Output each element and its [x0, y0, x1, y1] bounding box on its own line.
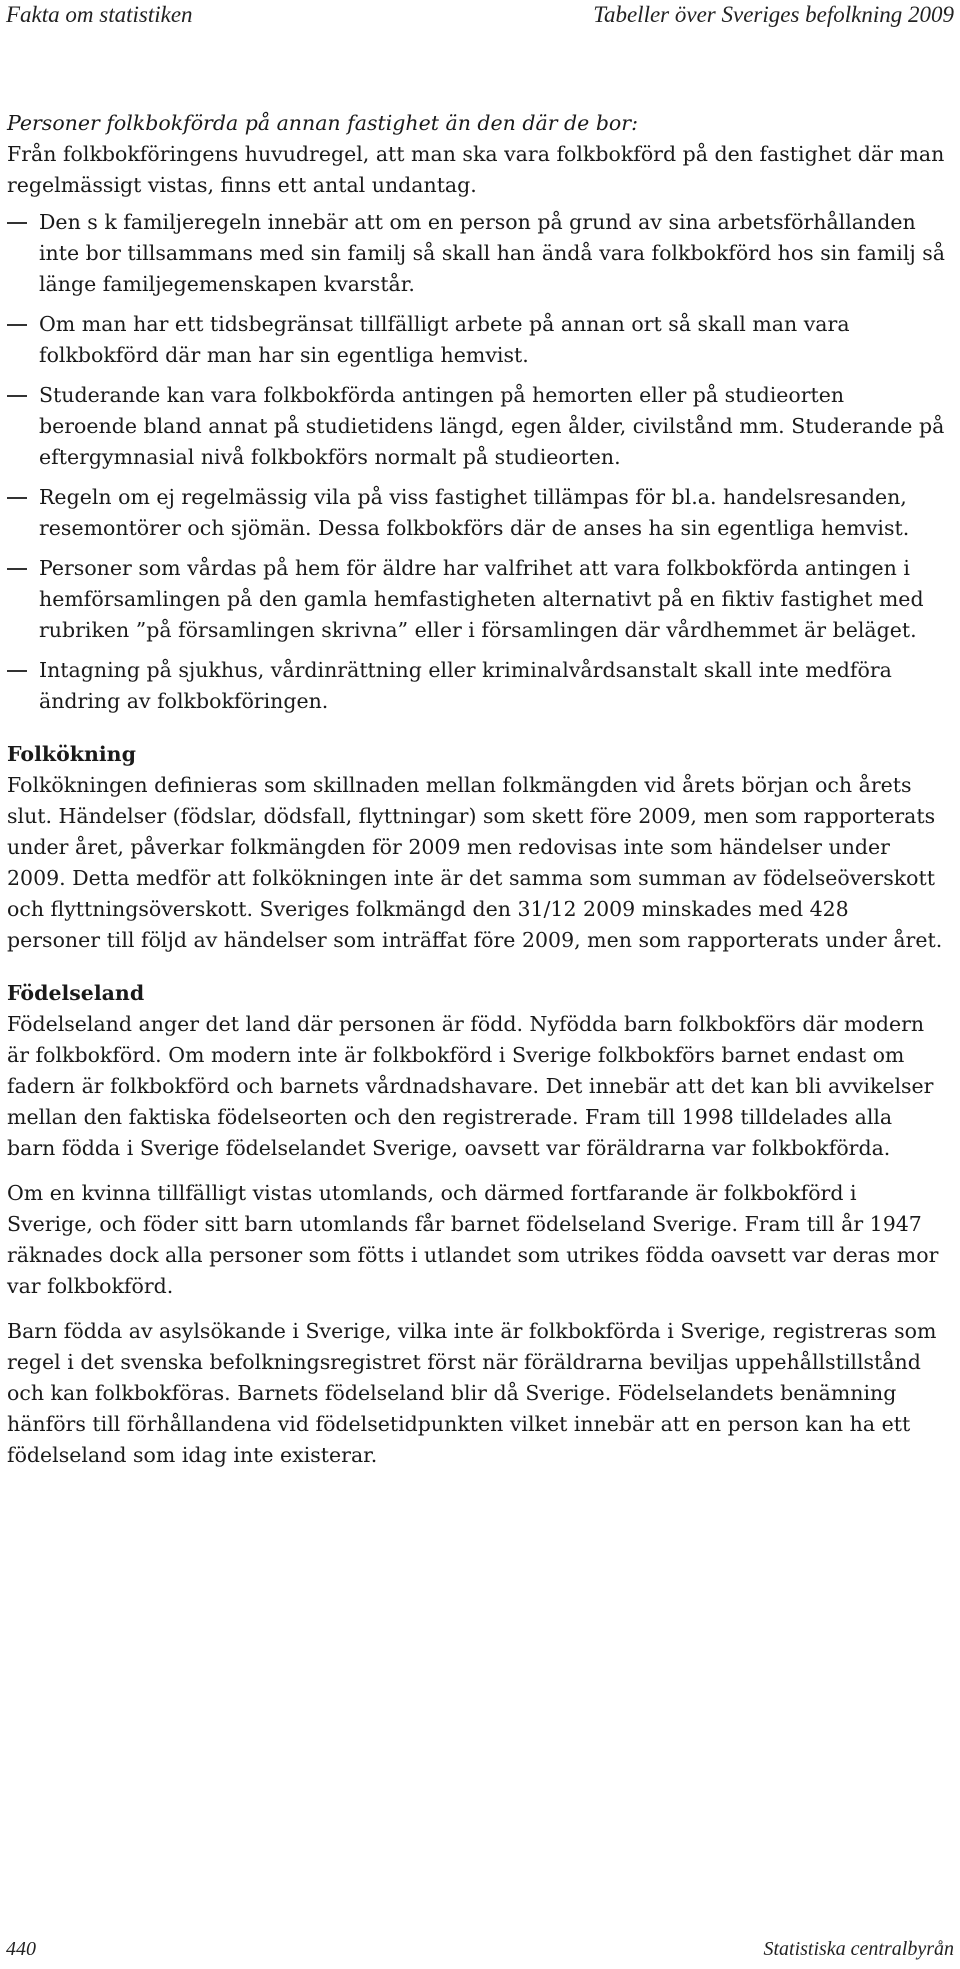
list-item [7, 482, 947, 544]
dash-marker [7, 568, 27, 570]
dash-marker [7, 670, 27, 672]
dash-marker [7, 222, 27, 224]
running-header [6, 2, 954, 30]
intro-text: Från folkbokföringens huvudregel, att man ska vara folkbokförd på den fastighet där man regelmässigt vistas, finns ett antal undantag. [7, 142, 945, 197]
exception-list [7, 207, 947, 717]
section-heading: Födelseland [7, 981, 145, 1005]
header-right: Tabeller över Sveriges befolkning 2009 [593, 2, 954, 27]
list-item [7, 655, 947, 717]
dash-marker [7, 395, 27, 397]
header-left: Fakta om statistiken [6, 2, 193, 27]
section-fodelseland [7, 978, 947, 1471]
section-paragraph: Om en kvinna tillfälligt vistas utomlands, och därmed fortfarande är folkbokförd i Sverige, och föder sitt barn utomlands får barnet födelseland Sverige. Fram till år 1947 räknades dock alla personer som fötts i utlandet som utrikes födda oavsett var deras mor var folkbokförd. [7, 1181, 939, 1298]
intro-title: Personer folkbokförda på annan fastighet än den där de bor: [7, 111, 638, 135]
list-item-text: Den s k familjeregeln innebär att om en person på grund av sina arbetsförhållanden inte bor tillsammans med sin familj så skall han ändå vara folkbokförd hos sin familj så länge familjegemenskapen kvarstår. [39, 210, 945, 296]
section-heading: Folkökning [7, 742, 136, 766]
list-item-text: Personer som vårdas på hem för äldre har valfrihet att vara folkbokförda antingen i hemförsamlingen på den gamla hemfastigheten alternativt på en fiktiv fastighet med rubriken ”på församlingen skrivna” eller i församlingen där vårdhemmet är beläget. [39, 556, 924, 642]
list-item [7, 309, 947, 371]
section-paragraph: Barn födda av asylsökande i Sverige, vilka inte är folkbokförda i Sverige, registreras som regel i det svenska befolkningsregistret först när föräldrarna beviljas uppehållstillstånd och kan folkbokföras. Barnets födelseland blir då Sverige. Födelselandets benämning hänförs till förhållandena vid födelsetidpunkten vilket innebär att en person kan ha ett födelseland som idag inte existerar. [7, 1319, 937, 1467]
list-item-text: Om man har ett tidsbegränsat tillfälligt arbete på annan ort så skall man vara folkbokförd där man har sin egentliga hemvist. [39, 312, 850, 367]
section-paragraph: Folkökningen definieras som skillnaden mellan folkmängden vid årets början och årets slut. Händelser (födslar, dödsfall, flyttningar) som skett före 2009, men som rapporterats under året, påverkar folkmängden för 2009 men redovisas inte som händelser under 2009. Detta medför att folkökningen inte är det samma som summan av födelseöverskott och flyttningsöverskott. Sveriges folkmängd den 31/12 2009 minskades med 428 personer till följd av händelser som inträffat före 2009, men som rapporterats under året. [7, 773, 943, 952]
section-folkokning [7, 739, 947, 956]
list-item [7, 553, 947, 646]
list-item-text: Studerande kan vara folkbokförda antingen på hemorten eller på studieorten beroende bland annat på studietidens längd, egen ålder, civilstånd mm. Studerande på eftergymnasial nivå folkbokförs normalt på studieorten. [39, 383, 945, 469]
list-item-text: Regeln om ej regelmässig vila på viss fastighet tillämpas för bl.a. handelsresanden, resemontörer och sjömän. Dessa folkbokförs där de anses ha sin egentliga hemvist. [39, 485, 910, 540]
section-paragraph: Födelseland anger det land där personen är född. Nyfödda barn folkbokförs där modern är folkbokförd. Om modern inte är folkbokförd i Sverige folkbokförs barnet endast om fadern är folkbokförd och barnets vårdnadshavare. Det innebär att det kan bli avvikelser mellan den faktiska födelseorten och den registrerade. Fram till 1998 tilldelades alla barn födda i Sverige födelselandet Sverige, oavsett var föräldrarna var folkbokförda. [7, 1012, 934, 1160]
dash-marker [7, 324, 27, 326]
dash-marker [7, 497, 27, 499]
body-text [7, 108, 947, 1471]
list-item [7, 380, 947, 473]
list-item-text: Intagning på sjukhus, vårdinrättning eller kriminalvårdsanstalt skall inte medföra ändring av folkbokföringen. [39, 658, 892, 713]
page-number: 440 [6, 1938, 36, 1960]
publisher-name: Statistiska centralbyrån [763, 1938, 954, 1960]
list-item [7, 207, 947, 300]
